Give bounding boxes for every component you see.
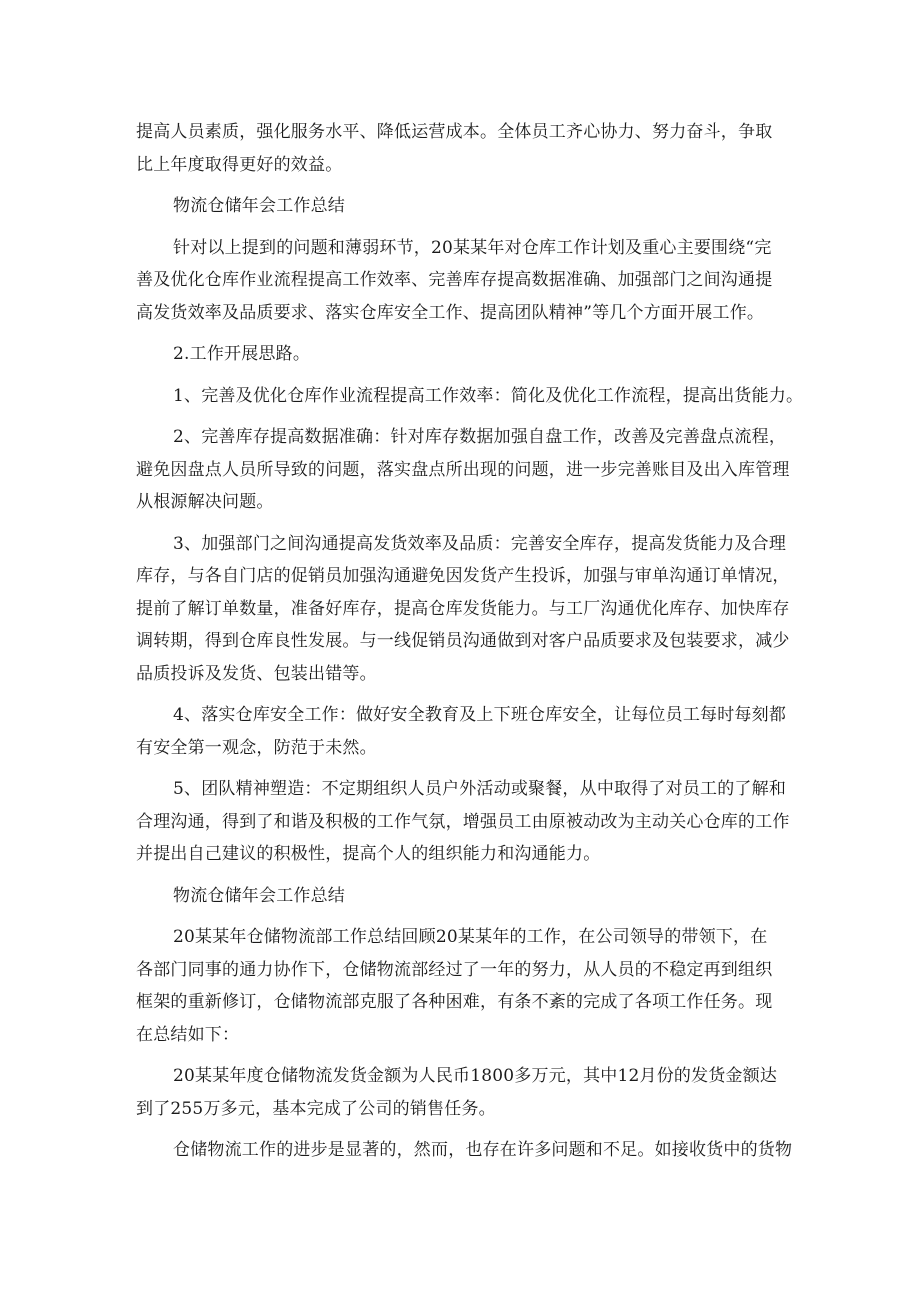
- text-line: 2.工作开展思路。: [173, 344, 311, 364]
- text-line: 到了255万多元，基本完成了公司的销售任务。: [136, 1098, 496, 1119]
- paragraph: [136, 880, 816, 913]
- text-line: 2、完善库存提高数据准确：针对库存数据加强自盘工作，改善及完善盘点流程，: [173, 427, 787, 447]
- text-line: 品质投诉及发货、包装出错等。: [136, 663, 377, 684]
- text-line: 从根源解决问题。: [136, 492, 274, 512]
- text-line: 比上年度取得更好的效益。: [136, 154, 343, 175]
- paragraph: [136, 1134, 816, 1167]
- paragraph: [136, 232, 816, 330]
- paragraph: [136, 338, 816, 371]
- text-line: 有安全第一观念，防范于未然。: [136, 737, 377, 758]
- paragraph: [136, 380, 816, 413]
- text-line: 库存，与各自门店的促销员加强沟通避免因发货产生投诉，加强与审单沟通订单情况，: [136, 566, 790, 586]
- text-line: 各部门同事的通力协作下，仓储物流部经过了一年的努力，从人员的不稳定再到组织: [136, 959, 773, 980]
- text-line: 避免因盘点人员所导致的问题，落实盘点所出现的问题，进一步完善账目及出入库管理: [136, 459, 790, 480]
- text-line: 调转期，得到仓库良性发展。与一线促销员沟通做到对客户品质要求及包装要求，减少: [136, 631, 790, 651]
- text-line: 20某某年度仓储物流发货金额为人民币1800多万元，其中12月份的发货金额达: [173, 1066, 778, 1086]
- text-line: 针对以上提到的问题和薄弱环节，20某某年对仓库工作计划及重心主要围绕“完: [173, 237, 772, 258]
- paragraph: [136, 528, 816, 691]
- text-line: 1、完善及优化仓库作业流程提高工作效率：简化及优化工作流程，提高出货能力。: [173, 385, 804, 406]
- paragraph: [136, 116, 816, 181]
- paragraph: [136, 421, 816, 519]
- text-line: 框架的重新修订，仓储物流部克服了各种困难，有条不紊的完成了各项工作任务。现: [136, 992, 773, 1012]
- text-line: 善及优化仓库作业流程提高工作效率、完善库存提高数据准确、加强部门之间沟通提: [136, 270, 773, 290]
- text-line: 5、团队精神塑造：不定期组织人员户外活动或聚餐，从中取得了对员工的了解和: [173, 779, 787, 799]
- text-line: 20某某年仓储物流部工作总结回顾20某某年的工作，在公司领导的带领下，在: [173, 927, 768, 947]
- text-line: 提高人员素质，强化服务水平、降低运营成本。全体员工齐心协力、努力奋斗，争取: [136, 122, 773, 142]
- document-body: [136, 116, 816, 1167]
- text-line: 合理沟通，得到了和谐及积极的工作气氛，增强员工由原被动改为主动关心仓库的工作: [136, 811, 790, 832]
- paragraph: [136, 773, 816, 871]
- text-line: 并提出自己建议的积极性，提高个人的组织能力和沟通能力。: [136, 844, 601, 864]
- text-line: 高发货效率及品质要求、落实仓库安全工作、提高团队精神”等几个方面开展工作。: [136, 302, 765, 323]
- paragraph: [136, 921, 816, 1051]
- text-line: 物流仓储年会工作总结: [173, 196, 345, 216]
- paragraph: [136, 699, 816, 764]
- text-line: 3、加强部门之间沟通提高发货效率及品质：完善安全库存，提高发货能力及合理: [173, 533, 787, 554]
- paragraph: [136, 190, 816, 223]
- text-line: 在总结如下：: [136, 1024, 240, 1045]
- text-line: 仓储物流工作的进步是显著的，然而，也存在许多问题和不足。如接收货中的货物: [173, 1140, 793, 1160]
- text-line: 提前了解订单数量，准备好库存，提高仓库发货能力。与工厂沟通优化库存、加快库存: [136, 598, 790, 619]
- text-line: 4、落实仓库安全工作：做好安全教育及上下班仓库安全，让每位员工每时每刻都: [173, 705, 787, 725]
- text-line: 物流仓储年会工作总结: [173, 885, 345, 906]
- paragraph: [136, 1060, 816, 1125]
